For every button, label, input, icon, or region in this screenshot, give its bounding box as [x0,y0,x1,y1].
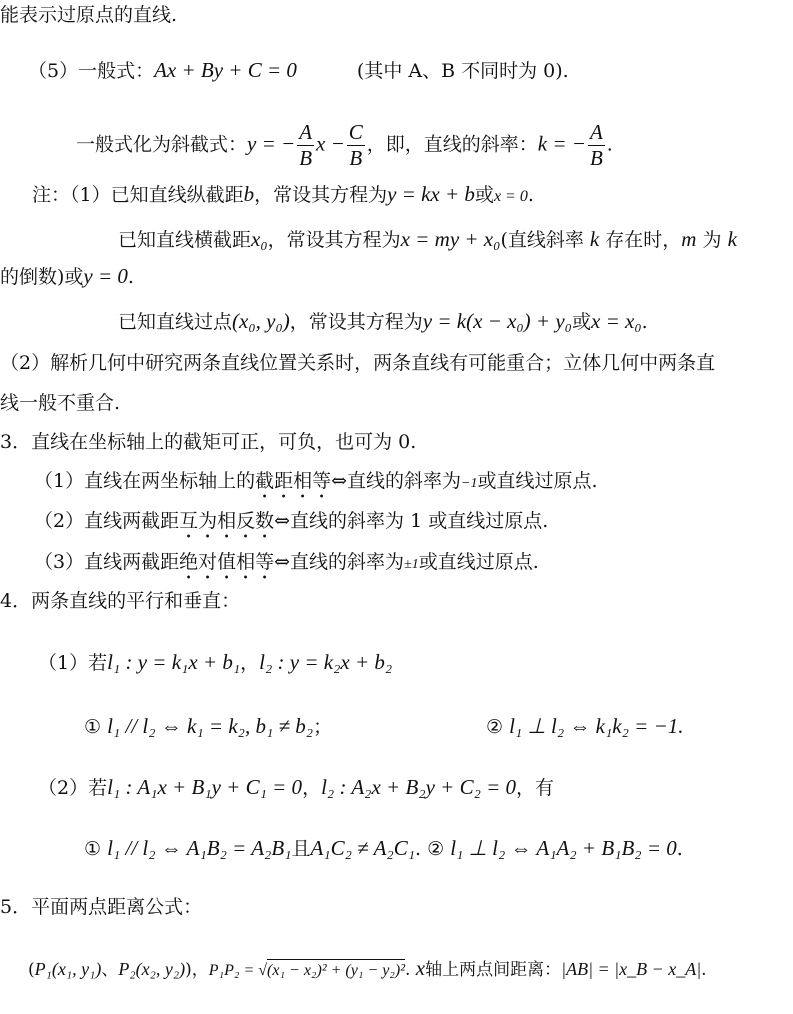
text: ，有 [516,777,555,799]
formula: k [727,227,737,251]
text: 能表示过原点的直线. [0,4,178,26]
fraction [297,122,314,169]
formula: x = x₀ [591,309,642,333]
formula: k [589,227,600,251]
fraction [347,122,365,169]
text: 或直线过原点. [418,551,539,573]
formula: l₁ ⊥ l₂ ⇔ A₁A₂ + B₁B₂ = 0 [450,836,677,860]
formula: l₂ : y = k₂x + b₂ [259,650,393,674]
text: 或 [571,311,591,333]
text: ， [240,652,260,674]
text: . [701,960,707,980]
section-heading-3 [0,433,416,452]
emphasized-text: 互为相反数 [179,510,275,532]
formula: P₂(x₂, y₂) [118,959,186,979]
text: 为 [702,229,722,251]
text: ② [486,716,504,738]
formula: l₁ : y = k₁x + b₁ [107,650,241,674]
formula: m [681,227,697,251]
formula: x = 0 [493,188,528,205]
text: （2）若 [38,777,108,799]
text: 存在时， [605,229,682,251]
text: ⇔直线的斜率为 1 或直线过原点. [274,510,549,532]
text: ⇔直线的斜率为 [331,470,462,492]
parallel-case-1-results [84,716,332,737]
text: (直线斜率 [500,229,584,251]
text: . [641,311,648,333]
text: （3）直线两截距 [34,551,180,573]
text: ，常设其方程为 [254,184,388,206]
text: ① [84,838,102,860]
text: . [606,133,613,156]
formula: k = − [537,131,586,156]
parallel-case-2 [38,777,554,798]
text: ， [302,777,322,799]
text: ② [427,838,445,860]
general-form-line [28,60,569,81]
text: （2）直线两截距 [34,510,180,532]
text: . [415,838,422,860]
formula: (x₀, y₀) [232,309,290,333]
parallel-case-1 [38,652,392,673]
note-line-2 [118,229,737,250]
formula: l₂ : A₂x + B₂y + C₂ = 0 [321,775,517,799]
formula: y = 0 [83,264,128,288]
perpendicular-case-1 [486,716,684,737]
text: （5）一般式： [28,60,155,82]
formula: P₁P₂ = √ [208,962,268,979]
text: 或直线过原点. [477,470,598,492]
parallel-case-2-results [84,838,683,859]
note-line-3 [118,311,648,332]
text-line [0,394,120,413]
formula: P₁(x₁, y₁) [34,959,102,979]
text: ，常设其方程为 [289,311,423,333]
numerator: A [299,120,313,144]
slope-intercept-line [76,122,613,169]
text: )， [185,960,209,980]
text: （2）解析几何中研究两条直线位置关系时，两条直线有可能重合；立体几何中两条直 [0,352,716,374]
text: 且 [291,838,311,860]
numerator: A [589,120,603,144]
note-line-1 [32,184,534,205]
formula: A₁C₂ ≠ A₂C₁ [310,836,416,860]
formula: l₁ // l₂ ⇔ A₁B₂ = A₂B₁ [107,836,292,860]
text: 一般式化为斜截式： [76,133,248,156]
text: 、 [101,960,119,980]
formula: (x₁ − x₂)² + (y₁ − y₂)² [267,959,405,979]
numerator: C [348,120,363,144]
text-line [0,354,715,373]
emphasized-text: 绝对值相等 [179,551,275,573]
text: (其中 A、B 不同时为 0). [356,60,569,82]
list-item [34,470,598,503]
text: . [527,184,534,206]
emphasized-text: 截距相等 [255,470,332,492]
denominator: B [589,146,603,170]
formula: y = − [247,131,296,156]
text-line [0,6,177,25]
note-line-2-cont [0,266,134,287]
text: 或 [474,184,494,206]
section-heading-5 [0,898,202,917]
text: ① [84,716,102,738]
formula: x − [316,131,345,156]
formula: x₀ [251,227,268,251]
text: ⇔直线的斜率为 [274,551,405,573]
text: 已知直线横截距 [118,229,252,251]
text: . [676,838,683,860]
text: 线一般不重合. [0,392,121,414]
fraction [588,122,605,169]
text: . [404,960,411,980]
section-heading-4 [0,592,240,611]
text: 3．直线在坐标轴上的截矩可正，可负，也可为 0. [0,431,417,453]
text: （1）直线在两坐标轴上的 [34,470,256,492]
formula: x [415,956,426,980]
text: ； [313,716,333,738]
formula: l₁ ⊥ l₂ ⇔ k₁k₂ = −1. [509,714,684,738]
text: （1）若 [38,652,108,674]
distance-formula-line [28,958,707,979]
formula: y = kx + b [387,182,475,206]
text: 注：（1）已知直线纵截距 [32,184,244,206]
text: 轴上两点间距离： [425,960,562,980]
text: ，即，直线的斜率： [366,133,538,156]
formula: y = k(x − x₀) + y₀ [422,309,572,333]
text: 4．两条直线的平行和垂直： [0,590,241,612]
list-item [34,510,548,543]
list-item [34,551,539,584]
text: ，常设其方程为 [267,229,401,251]
denominator: B [299,146,313,170]
formula: b [243,182,255,206]
text: . [127,266,134,288]
formula: l₁ : A₁x + B₁y + C₁ = 0 [107,775,303,799]
formula: l₁ // l₂ ⇔ k₁ = k₂, b₁ ≠ b₂ [107,714,314,738]
formula: ±1 [404,557,419,572]
formula: x = my + x₀ [400,227,501,251]
formula: −1 [461,476,478,491]
formula: |AB| = |x_B − x_A| [561,959,702,979]
formula: Ax + By + C = 0 [154,58,297,82]
text: 5．平面两点距离公式： [0,896,203,918]
text: 已知直线过点 [118,311,233,333]
text: 的倒数)或 [0,266,84,288]
denominator: B [349,146,363,170]
text: ( [28,960,35,980]
